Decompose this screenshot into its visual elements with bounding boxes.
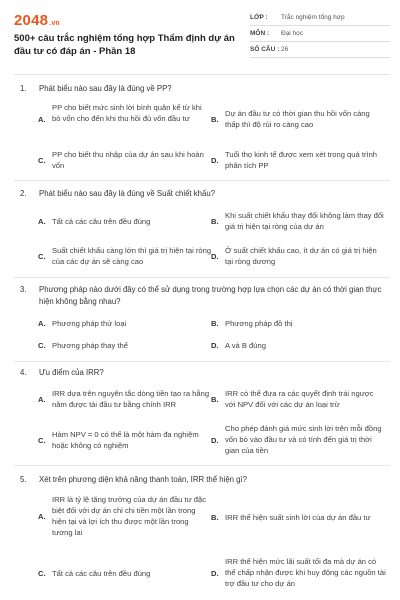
- document-page: [14, 0, 390, 600]
- option-letter: D.: [211, 436, 219, 445]
- meta-key: LỚP :: [250, 14, 268, 21]
- option-a[interactable]: [38, 318, 208, 330]
- question-text: Phát biểu nào sau đây là đúng về Suất chiết khấu?: [39, 189, 215, 198]
- option-a[interactable]: [38, 216, 208, 228]
- document-title: 500+ câu trắc nghiệm tổng hợp Thẩm định dự án đầu tư có đáp án - Phần 18: [14, 33, 235, 57]
- logo-main: 2048: [14, 12, 49, 29]
- option-d[interactable]: [211, 556, 390, 592]
- logo-sub: .vn: [49, 20, 60, 27]
- option-c[interactable]: [38, 149, 208, 173]
- option-text: PP cho biết mức sinh lời bình quân kể từ khi bỏ vốn cho đến khi thu hồi đủ vốn đầu tư: [52, 103, 202, 123]
- meta-row-class: [250, 10, 390, 26]
- option-d[interactable]: [211, 423, 390, 459]
- option-text: Khi suất chiết khấu thay đổi không làm thay đổi giá trị hiện tại ròng của dự án: [225, 211, 384, 231]
- option-b[interactable]: [211, 318, 390, 330]
- question-divider: [14, 465, 390, 466]
- option-letter: C.: [38, 569, 46, 578]
- option-text: Tất cả các câu trên đều đúng: [52, 569, 151, 578]
- option-letter: B.: [211, 217, 219, 226]
- option-a[interactable]: [38, 494, 208, 540]
- option-letter: B.: [211, 115, 219, 124]
- option-text: Phương pháp đồ thị: [225, 319, 293, 328]
- question-divider: [14, 361, 390, 362]
- option-letter: B.: [211, 395, 219, 404]
- option-letter: A.: [38, 512, 46, 521]
- option-c[interactable]: [38, 429, 208, 453]
- option-text: PP cho biết thu nhập của dự án sau khi hoàn vốn: [52, 150, 204, 170]
- option-text: A và B đúng: [225, 341, 266, 350]
- option-text: Tất cả các câu trên đều đúng: [52, 217, 151, 226]
- option-letter: A.: [38, 395, 46, 404]
- option-text: Tuổi thọ kinh tế được xem xét trong quá trình phân tích PP: [225, 150, 378, 170]
- question-number: 3.: [20, 285, 27, 294]
- question-text: Phát biểu nào sau đây là đúng về PP?: [39, 84, 172, 93]
- option-text: IRR là tỷ lệ tăng trưởng của dự án đầu tư đặc biệt đối với dự án chỉ chi tiền một lần trong hiện tại và lợi ích thu được một lần trong tương lai: [52, 495, 207, 537]
- option-a[interactable]: [38, 388, 208, 412]
- option-letter: D.: [211, 156, 219, 165]
- option-letter: C.: [38, 252, 46, 261]
- meta-value: Trắc nghiệm tổng hợp: [281, 14, 345, 21]
- option-letter: C.: [38, 341, 46, 350]
- option-text: Phương pháp thử loại: [52, 319, 127, 328]
- question-divider: [14, 180, 390, 181]
- option-b[interactable]: [211, 108, 390, 132]
- option-c[interactable]: [38, 340, 208, 352]
- question-text: Phương pháp nào dưới đây có thể sử dụng trong trường hợp lựa chọn các dự án có thời gian thực hiện không bằng nhau?: [39, 285, 382, 306]
- option-text: IRR dựa trên nguyên tắc dòng tiền tạo ra hằng năm được tái đầu tư bằng chính IRR: [52, 389, 210, 409]
- meta-row-subject: [250, 26, 390, 42]
- site-logo[interactable]: [14, 12, 60, 29]
- meta-key: SỐ CÂU :: [250, 46, 280, 53]
- meta-value: 26: [281, 46, 289, 53]
- question-number: 4.: [20, 368, 27, 377]
- option-text: Hàm NPV = 0 có thể là một hàm đa nghiệm hoặc không có nghiệm: [52, 430, 199, 450]
- question-number: 5.: [20, 475, 27, 484]
- option-text: IRR thể hiện suất sinh lời của dự án đầu tư: [225, 513, 371, 522]
- option-text: Cho phép đánh giá mức sinh lời trên mỗi đồng vốn bỏ vào đầu tư và có tính đến giá trị thời gian của tiền: [225, 424, 382, 455]
- option-text: IRR có thể đưa ra các quyết định trái ngược với NPV đối với các dự án loại trừ: [225, 389, 374, 409]
- option-letter: A.: [38, 319, 46, 328]
- question-divider: [14, 277, 390, 278]
- meta-row-count: [250, 42, 390, 58]
- option-text: Dự án đầu tư có thời gian thu hồi vốn càng thấp thì độ rủi ro càng cao: [225, 109, 370, 129]
- option-b[interactable]: [211, 512, 390, 524]
- option-letter: D.: [211, 252, 219, 261]
- option-c[interactable]: [38, 245, 212, 269]
- option-text: Ở suất chiết khấu cao, ít dự án có giá trị hiện tại ròng dương: [225, 246, 377, 266]
- option-letter: C.: [38, 436, 46, 445]
- option-b[interactable]: [211, 210, 390, 234]
- option-d[interactable]: [211, 340, 390, 352]
- option-d[interactable]: [211, 149, 390, 173]
- meta-value: Đại học: [281, 30, 304, 37]
- option-b[interactable]: [211, 388, 390, 412]
- option-text: Phương pháp thay thế: [52, 341, 128, 350]
- option-letter: A.: [38, 115, 46, 124]
- option-letter: D.: [211, 569, 219, 578]
- question-number: 1.: [20, 84, 27, 93]
- option-a[interactable]: [38, 102, 208, 138]
- option-text: IRR thể hiện mức lãi suất tối đa mà dự án có thể chấp nhận được khi huy động các nguồn tài trợ đầu tư cho dự án: [225, 557, 386, 588]
- option-text: Suất chiết khấu càng lớn thì giá trị hiện tại ròng của các dự án sẽ càng cao: [52, 246, 212, 266]
- option-d[interactable]: [211, 245, 390, 269]
- option-letter: B.: [211, 319, 219, 328]
- meta-key: MÔN :: [250, 30, 270, 37]
- option-letter: B.: [211, 513, 219, 522]
- question-text: Xét trên phương diện khả năng thanh toán, IRR thể hiện gì?: [39, 475, 247, 484]
- question-number: 2.: [20, 189, 27, 198]
- option-letter: C.: [38, 156, 46, 165]
- question-text: Ưu điểm của IRR?: [39, 368, 104, 377]
- option-letter: D.: [211, 341, 219, 350]
- option-c[interactable]: [38, 568, 208, 580]
- meta-table: [250, 10, 390, 58]
- header-divider: [14, 74, 390, 75]
- option-letter: A.: [38, 217, 46, 226]
- document-header: [14, 8, 390, 70]
